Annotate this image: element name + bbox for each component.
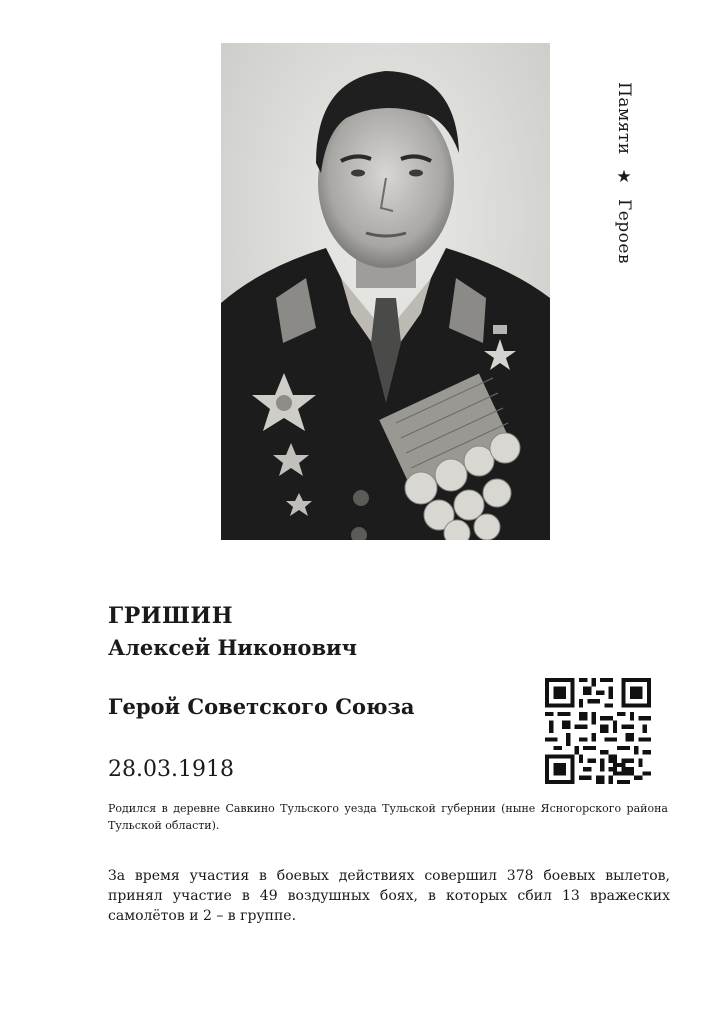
given-names: Алексей Никонович [108,635,357,660]
bio-paragraph: Родился в деревне Савкино Тульского уезда Тульской губернии (ныне Ясногорского района Тульской области). [108,802,668,832]
star-icon: ★ [614,166,634,188]
surname: ГРИШИН [108,603,233,629]
portrait-photo [221,43,550,540]
hero-title: Герой Советского Союза [108,694,415,719]
side-title [614,82,634,264]
birth-date: 28.03.1918 [108,757,234,782]
qr-code-icon[interactable] [545,678,651,784]
side-title-memory: Памяти [614,82,634,155]
side-title-heroes: Героев [614,198,634,265]
deeds-paragraph: За время участия в боевых действиях совершил 378 боевых вылетов, принял участие в 49 воздушных боях, в которых сбил 13 вражеских самолётов и 2 – в группе. [108,868,670,924]
